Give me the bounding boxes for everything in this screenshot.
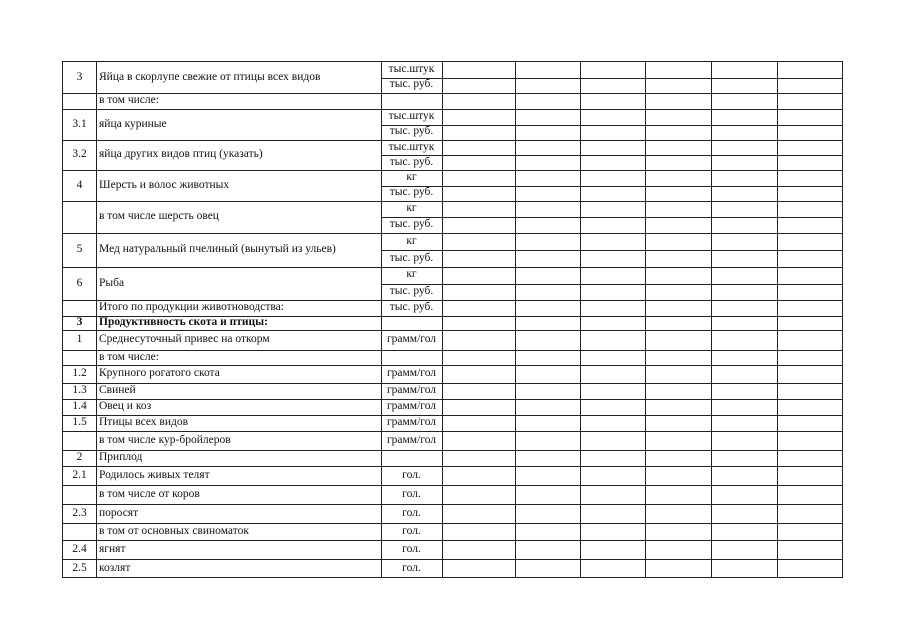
row-number: 1.2 bbox=[72, 367, 87, 379]
sub-row-divider bbox=[381, 78, 842, 79]
row-name: Свиней bbox=[99, 384, 136, 396]
unit-cell: тыс.штук bbox=[388, 109, 435, 122]
row-name: Рыба bbox=[99, 276, 125, 289]
sub-row-divider bbox=[381, 125, 842, 126]
unit-cell: кг bbox=[406, 268, 417, 281]
row-name: ягнят bbox=[99, 542, 126, 555]
row-divider bbox=[63, 170, 842, 171]
row-divider bbox=[63, 140, 842, 141]
row-divider bbox=[63, 466, 842, 467]
row-number: 1.4 bbox=[72, 400, 87, 412]
row-divider bbox=[63, 201, 842, 202]
row-number: 2.5 bbox=[72, 561, 87, 574]
unit-cell: тыс. руб. bbox=[389, 251, 434, 264]
unit-cell: грамм/гол bbox=[386, 400, 437, 412]
row-divider bbox=[63, 330, 842, 331]
row-name: Крупного рогатого скота bbox=[99, 367, 220, 379]
row-number: 1.3 bbox=[72, 384, 87, 396]
row-number: 3.1 bbox=[72, 117, 87, 130]
row-name: Приплод bbox=[99, 451, 143, 463]
unit-cell: тыс. руб. bbox=[389, 218, 434, 230]
row-divider bbox=[63, 383, 842, 384]
unit-cell: гол. bbox=[402, 561, 421, 574]
row-number: 2 bbox=[76, 451, 83, 463]
row-number: 2.4 bbox=[72, 542, 87, 555]
sub-row-divider bbox=[381, 250, 842, 251]
row-divider bbox=[63, 559, 842, 560]
unit-cell: грамм/гол bbox=[386, 367, 437, 379]
row-name: в том числе кур-бройлеров bbox=[99, 433, 231, 446]
row-divider bbox=[63, 485, 842, 486]
row-name: в том числе: bbox=[99, 94, 159, 106]
unit-cell: тыс. руб. bbox=[389, 284, 434, 297]
row-name: в том числе: bbox=[99, 350, 159, 363]
row-number: 3 bbox=[76, 316, 83, 328]
row-name: Среднесуточный привес на откорм bbox=[99, 333, 270, 345]
unit-cell: тыс. руб. bbox=[389, 78, 434, 91]
row-name: Птицы всех видов bbox=[99, 416, 189, 428]
unit-cell: гол. bbox=[402, 524, 421, 537]
row-divider bbox=[63, 504, 842, 505]
row-number: 4 bbox=[76, 178, 83, 191]
row-name: яйца других видов птиц (указать) bbox=[99, 148, 263, 160]
row-divider bbox=[63, 365, 842, 366]
row-divider bbox=[63, 399, 842, 400]
unit-cell: тыс.штук bbox=[388, 62, 435, 75]
unit-cell: гол. bbox=[402, 468, 421, 481]
row-divider bbox=[63, 450, 842, 451]
unit-cell: грамм/гол bbox=[386, 433, 437, 446]
row-name: Итого по продукции животноводства: bbox=[99, 301, 284, 313]
unit-cell: гол. bbox=[402, 542, 421, 555]
unit-cell: грамм/гол bbox=[386, 416, 437, 428]
row-name: Овец и коз bbox=[99, 400, 152, 412]
row-name: козлят bbox=[99, 561, 131, 574]
row-number: 1 bbox=[76, 333, 83, 345]
unit-cell: кг bbox=[406, 170, 417, 183]
row-number: 2.1 bbox=[72, 468, 87, 481]
row-name: Продуктивность скота и птицы: bbox=[99, 316, 268, 328]
row-name: Мед натуральный пчелиный (вынутый из ульев) bbox=[99, 243, 336, 255]
sub-row-divider bbox=[381, 155, 842, 156]
row-name: Родилось живых телят bbox=[99, 468, 210, 481]
unit-cell: тыс. руб. bbox=[389, 125, 434, 138]
unit-cell: кг bbox=[406, 234, 417, 247]
row-name: в том числе шерсть овец bbox=[99, 210, 219, 222]
row-name: Шерсть и волос животных bbox=[99, 178, 230, 191]
row-number: 1.5 bbox=[72, 416, 87, 428]
row-divider bbox=[63, 431, 842, 432]
unit-cell: тыс. руб. bbox=[389, 301, 434, 313]
row-name: в том числе от коров bbox=[99, 487, 200, 500]
row-name: поросят bbox=[99, 506, 139, 519]
row-number: 2.3 bbox=[72, 506, 87, 519]
row-divider bbox=[63, 267, 842, 268]
sub-row-divider bbox=[381, 186, 842, 187]
unit-cell: кг bbox=[406, 202, 417, 214]
row-name: яйца куриные bbox=[99, 117, 167, 130]
row-name: в том от основных свиноматок bbox=[99, 524, 249, 537]
unit-cell: грамм/гол bbox=[386, 384, 437, 396]
statistics-table bbox=[62, 61, 843, 578]
sub-row-divider bbox=[381, 217, 842, 218]
unit-cell: гол. bbox=[402, 506, 421, 519]
row-divider bbox=[63, 540, 842, 541]
row-number: 3.2 bbox=[72, 148, 87, 160]
row-name: Яйца в скорлупе свежие от птицы всех видов bbox=[99, 70, 321, 83]
unit-cell: тыс. руб. bbox=[389, 155, 434, 168]
row-number: 3 bbox=[76, 70, 83, 83]
sub-row-divider bbox=[381, 284, 842, 285]
row-divider bbox=[63, 93, 842, 94]
unit-cell: тыс.штук bbox=[388, 140, 435, 153]
row-divider bbox=[63, 233, 842, 234]
row-number: 5 bbox=[76, 243, 83, 255]
unit-cell: гол. bbox=[402, 487, 421, 500]
row-number: 6 bbox=[76, 276, 83, 289]
unit-cell: тыс. руб. bbox=[389, 186, 434, 199]
row-divider bbox=[63, 109, 842, 110]
row-divider bbox=[63, 350, 842, 351]
unit-cell: грамм/гол bbox=[386, 333, 437, 345]
